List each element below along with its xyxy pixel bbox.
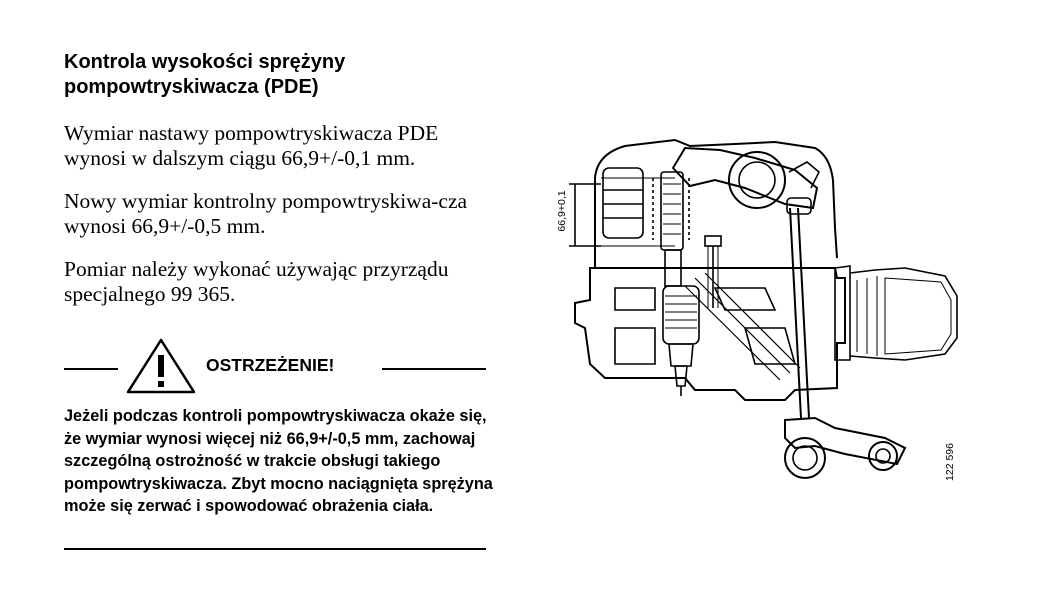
unit-injector bbox=[603, 168, 699, 396]
figure-number: 122 596 bbox=[944, 443, 956, 481]
rocker-arm bbox=[673, 148, 819, 208]
warning-header bbox=[64, 336, 486, 396]
warning-label: OSTRZEŻENIE! bbox=[206, 355, 335, 375]
warning-triangle-icon bbox=[126, 338, 196, 394]
warning-rule-right bbox=[382, 368, 486, 370]
unit-injector-diagram bbox=[545, 128, 965, 498]
warning-rule-left bbox=[64, 368, 118, 370]
bottom-rule bbox=[64, 548, 486, 550]
dimension-label: 66,9+0,1 bbox=[556, 190, 568, 232]
push-rod bbox=[787, 198, 811, 418]
paragraph-setting-dimension: Wymiar nastawy pompowtryskiwacza PDE wynosi w dalszym ciągu 66,9+/-0,1 mm. bbox=[64, 121, 439, 170]
side-housing bbox=[835, 266, 957, 360]
paragraph-special-tool: Pomiar należy wykonać używając przyrządu specjalnego 99 365. bbox=[64, 257, 449, 306]
warning-text: Jeżeli podczas kontroli pompowtryskiwacza okaże się, że wymiar wynosi więcej niż 66,9+/-0,5 mm, zachowaj szczególną ostrożność w trakcie obsługi takiego pompowtryskiwacza. Zbyt mocno naciągnięta sprężyna może się zerwać i spowodować obrażenia ciała. bbox=[64, 407, 493, 515]
paragraph-check-dimension: Nowy wymiar kontrolny pompowtryskiwa-cza wynosi 66,9+/-0,5 mm. bbox=[64, 189, 468, 238]
dimension-marker bbox=[569, 178, 675, 246]
cam-follower bbox=[785, 418, 905, 478]
section-heading: Kontrola wysokości sprężyny pompowtryskiwacza (PDE) bbox=[64, 51, 346, 98]
